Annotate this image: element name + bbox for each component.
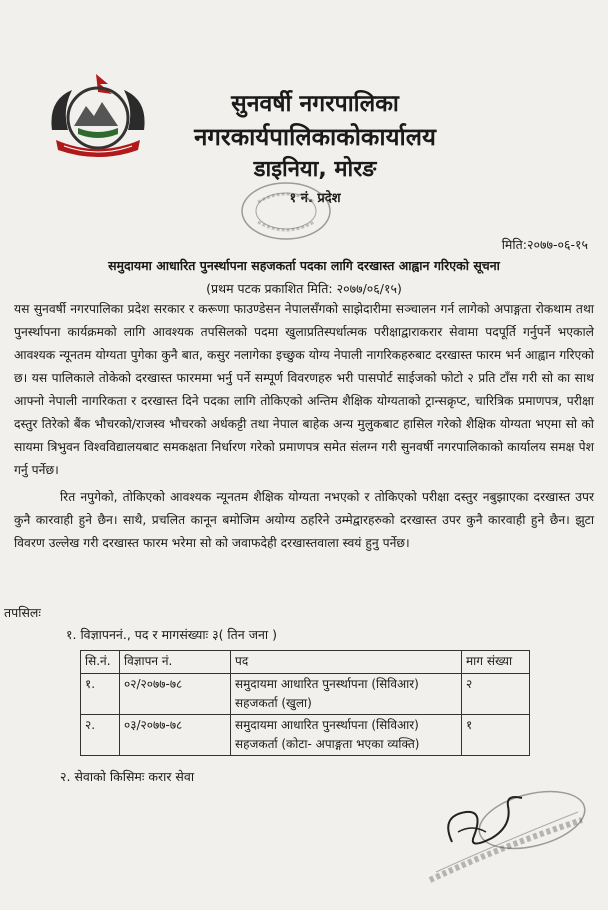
table-row (81, 715, 530, 756)
table-row (81, 674, 530, 715)
cell-demand: २ (462, 674, 530, 715)
cell-post: समुदायमा आधारित पुनर्स्थापना (सिविआर) सहजकर्ता (खुला) (231, 674, 462, 715)
cell-demand: १ (462, 715, 530, 756)
cell-advert-no: ०२/२०७७-७८ (120, 674, 231, 715)
header-serial: सि.नं. (81, 651, 120, 674)
posts-table (80, 650, 530, 756)
table-header-row (81, 651, 530, 674)
details-item-2: २. सेवाको किसिमः करार सेवा (60, 769, 195, 784)
office-name: नगरकार्यपालिकाकोकार्यालय (194, 123, 436, 151)
details-item-1: १. विज्ञापननं., पद र मागसंख्याः ३( तिन जना ) (66, 627, 277, 642)
signature-and-seal-icon (422, 776, 594, 896)
round-office-stamp-icon (238, 180, 334, 242)
header-advert-no: विज्ञापन नं. (120, 651, 231, 674)
municipality-name: सुनवर्षी नगरपालिका (231, 91, 399, 117)
cell-serial: २. (81, 715, 120, 756)
cell-advert-no: ०३/२०७७-७८ (120, 715, 231, 756)
publication-date: (प्रथम पटक प्रकाशित मिति: २०७७/०६/१५) (206, 281, 402, 296)
header-demand: माग संख्या (462, 651, 530, 674)
notice-subject: समुदायमा आधारित पुनर्स्थापना सहजकर्ता पदका लागि दरखास्त आह्वान गरिएको सूचना (108, 258, 500, 273)
office-address: डाइनिया, मोरङ (253, 157, 377, 182)
cell-post: समुदायमा आधारित पुनर्स्थापना (सिविआर) सहजकर्ता (कोटा- अपाङ्गता भएका व्यक्ति) (231, 715, 462, 756)
details-heading: तपसिलः (4, 605, 41, 620)
nepal-emblem-icon (42, 70, 154, 162)
notice-date: मिति:२०७७-०६-१५ (501, 237, 588, 252)
notice-body (14, 298, 594, 555)
paragraph-1: यस सुनवर्षी नगरपालिका प्रदेश सरकार र करूणा फाउण्डेसन नेपालसँगको साझेदारीमा सञ्चालन गर्न लागेको अपाङ्गता रोकथाम तथा पुनर्स्थापना कार्यक्रमको लागि आवश्यक तपसिलको पदमा खुलाप्रतिस्पर्धात्मक परीक्षाद्वाराकरार सेवामा पदपूर्ति गर्नुपर्ने भएकाले आवश्यक न्यूनतम योग्यता पुगेका कुनै बात, कसुर नलागेका इच्छुक योग्य नेपाली नागरिकहरुबाट दरखास्त फारम भर्न आह्वान गरिएको छ। यस पालिकाले तोकेको दरखास्त फारममा भर्नु पर्ने सम्पूर्ण विवरणहरु भरी पासपोर्ट साईजको फोटो २ प्रति टाँस गरी सो का साथ आफ्नो नेपाली नागरिकता र दरखास्त दिने पदका लागि तोकिएको अन्तिम शैक्षिक योग्यताको ट्रान्सक्रृप्ट, चारित्रिक प्रमाणपत्र, परीक्षा दस्तुर तिरेको बैंक भौचरको/राजस्व भौचरको अर्धकट्टी तथा नेपाल बाहेक अन्य मुलुकबाट हासिल गरेको शैक्षिक योग्यता भएमा सो को सायमा त्रिभुवन विश्वविद्यालयबाट समकक्षता निर्धारण गरेको प्रमाणपत्र समेत संलग्न गरी सुनवर्षी नगरपालिकाको कार्यालय समक्ष पेश गर्नु पर्नेछ। (14, 302, 594, 477)
header-post: पद (231, 651, 462, 674)
cell-serial: १. (81, 674, 120, 715)
paragraph-2: रित नपुगेको, तोकिएको आवश्यक न्यूनतम शैक्षिक योग्यता नभएको र तोकिएको परीक्षा दस्तुर नबुझाएका दरखास्त उपर कुनै कारवाही हुने छैन। साथै, प्रचलित कानून बमोजिम अयोग्य ठहरिने उम्मेद्वारहरुको दरखास्त उपर कुनै कारवाही हुने छैन। झुटा विवरण उल्लेख गरी दरखास्त फारम भरेमा सो को जवाफदेही दरखास्तवाला स्वयं हुनु पर्नेछ। (14, 490, 594, 550)
province-name: १ नं. प्रदेश (289, 191, 341, 206)
